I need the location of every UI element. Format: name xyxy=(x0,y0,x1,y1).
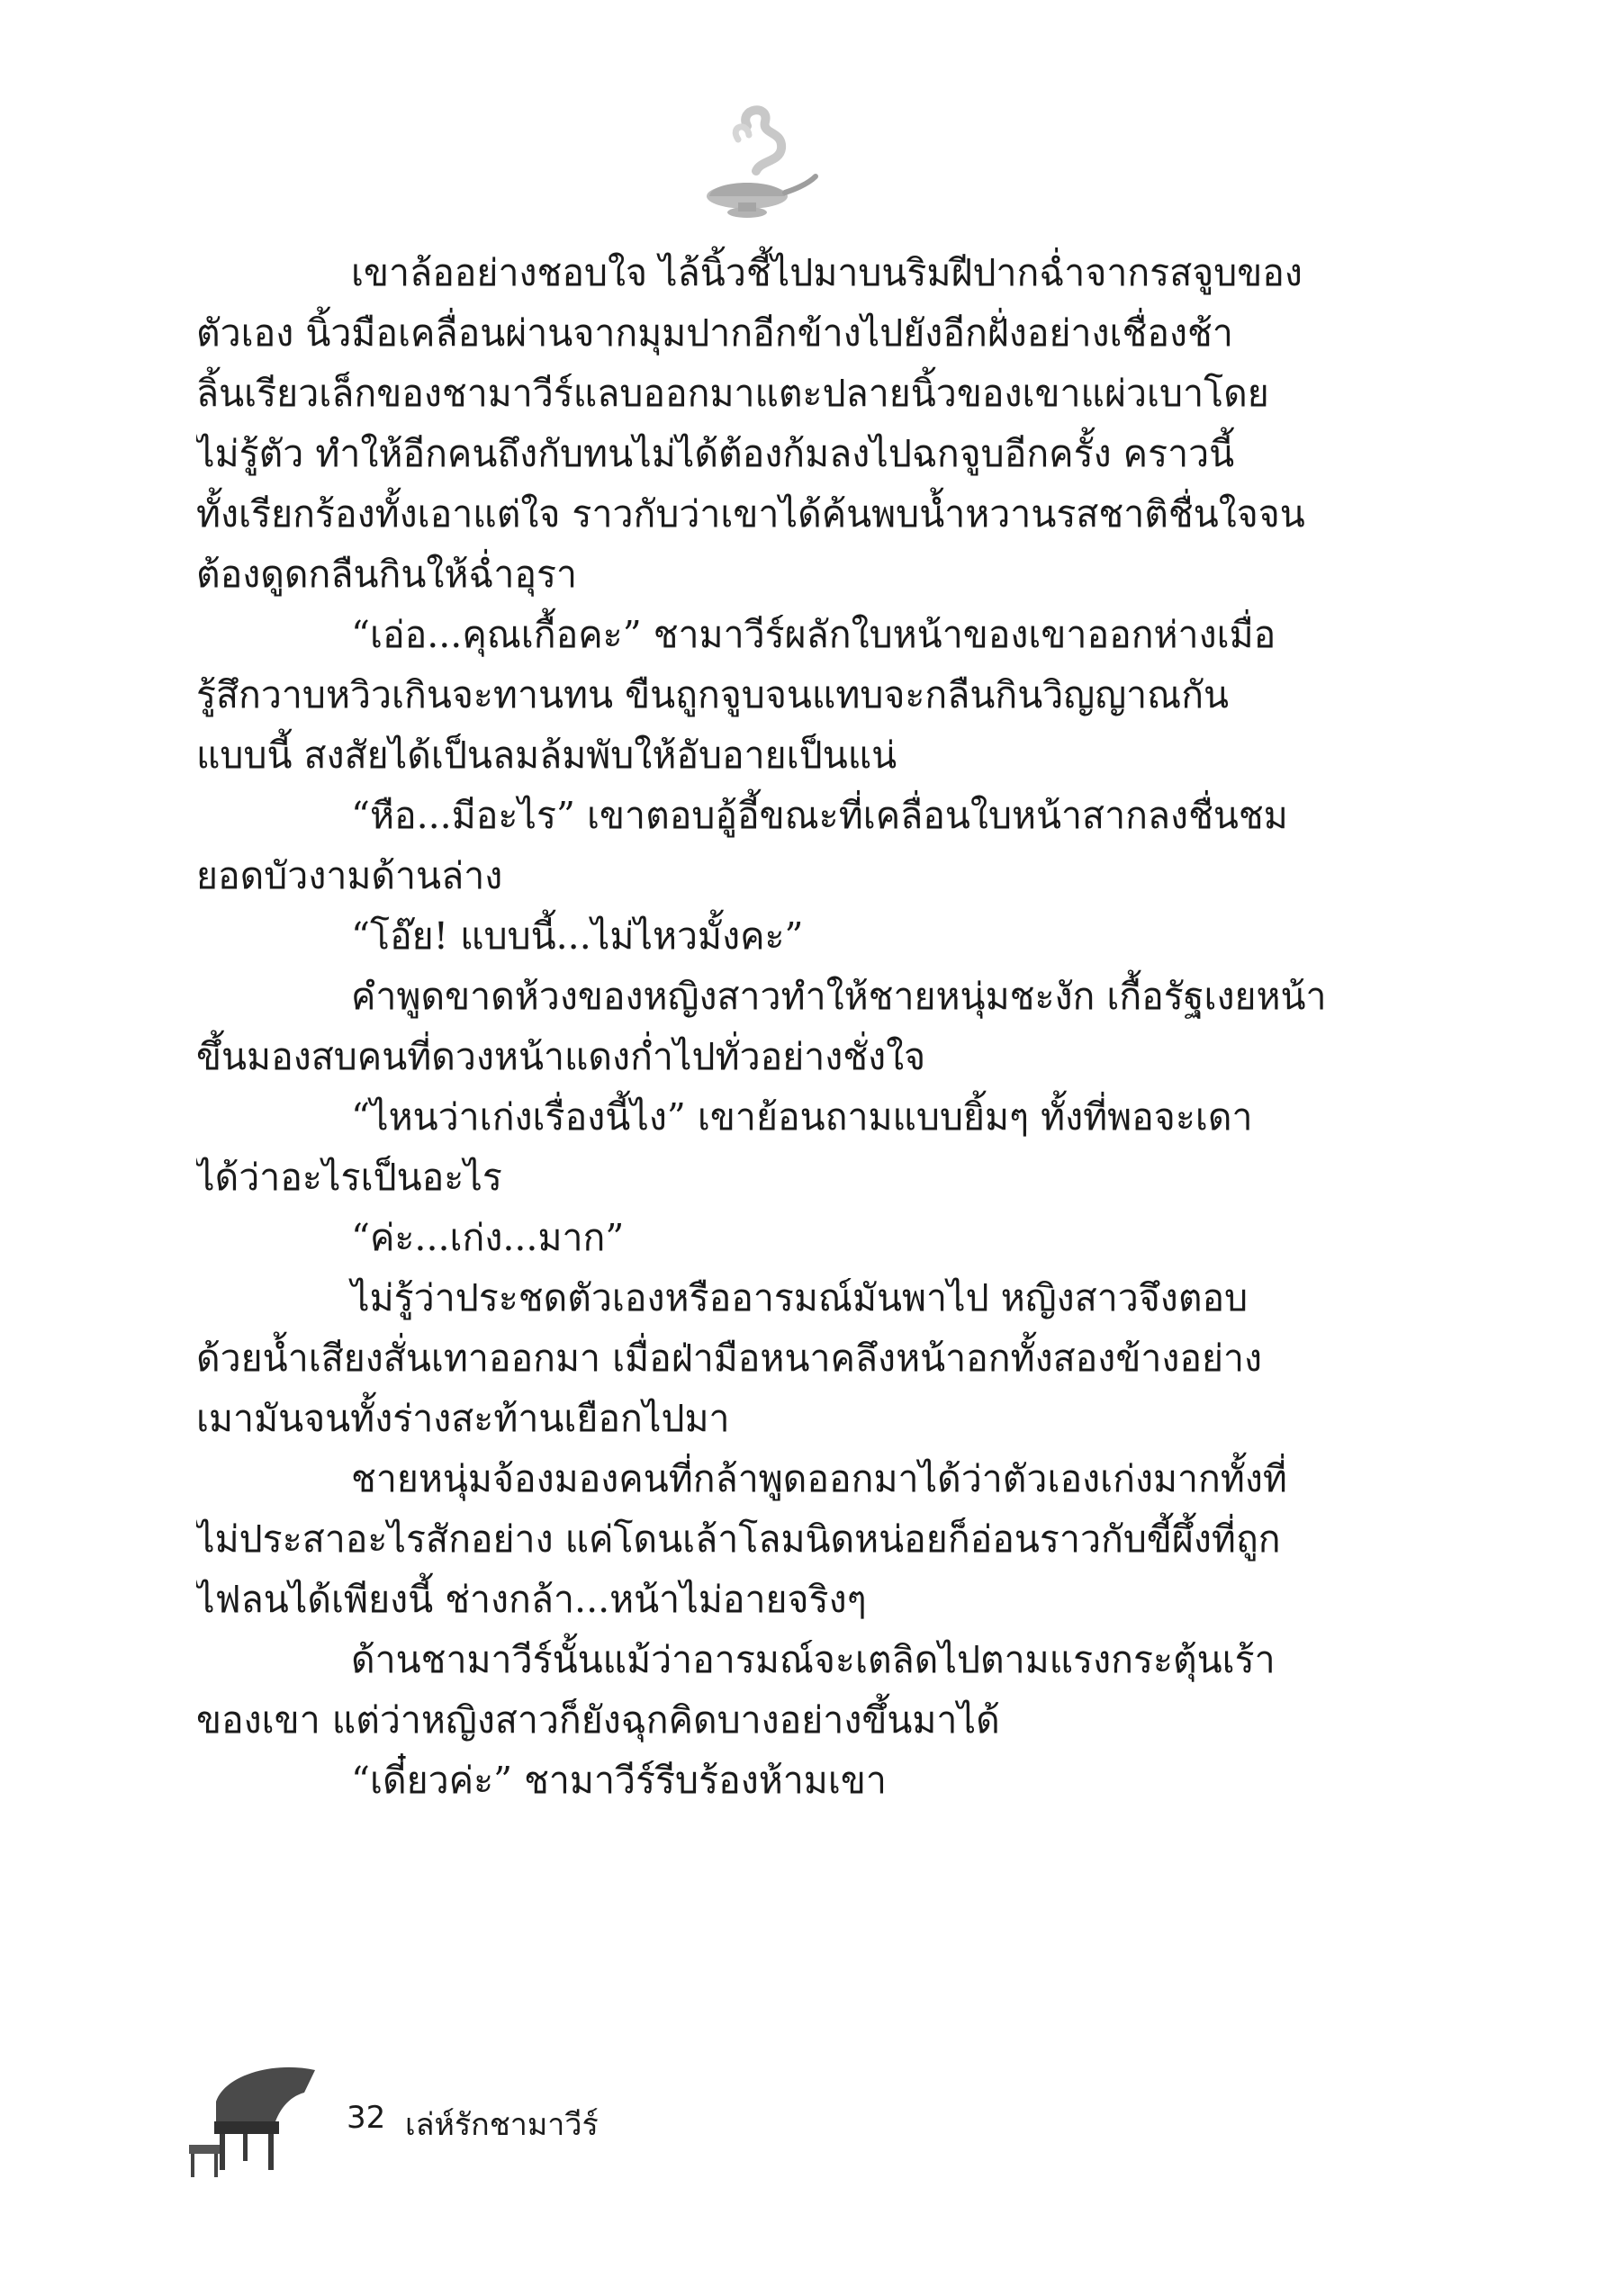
text-line: “หือ...มีอะไร” เขาตอบอู้อี้ขณะที่เคลื่อนใบหน้าสากลงชื่นชม xyxy=(351,794,1288,837)
text-line: ไม่ประสาอะไรสักอย่าง แค่โดนเล้าโลมนิดหน่อยก็อ่อนราวกับขี้ผึ้งที่ถูก xyxy=(196,1517,1281,1561)
text-line: ต้องดูดกลืนกินให้ฉ่ำอุรา xyxy=(196,553,578,596)
paragraph xyxy=(196,1268,1330,1449)
paragraph xyxy=(196,786,1330,906)
text-line: “โอ๊ย! แบบนี้...ไม่ไหวมั้งคะ” xyxy=(351,914,804,958)
paragraph xyxy=(196,1630,1330,1751)
grand-piano-icon xyxy=(189,2057,324,2183)
text-line: ไฟลนได้เพียงนี้ ช่างกล้า...หน้าไม่อายจริงๆ xyxy=(196,1578,867,1621)
text-line: ลิ้นเรียวเล็กของชามาวีร์แลบออกมาแตะปลายนิ้วของเขาแผ่วเบาโดย xyxy=(196,372,1269,415)
page-footer xyxy=(189,2057,729,2192)
page-number: 32 xyxy=(347,2100,386,2136)
text-line: ทั้งเรียกร้องทั้งเอาแต่ใจ ราวกับว่าเขาได้ค้นพบน้ำหวานรสชาติชื่นใจจน xyxy=(196,492,1305,536)
body-text xyxy=(196,243,1330,1811)
text-line: ด้านชามาวีร์นั้นแม้ว่าอารมณ์จะเตลิดไปตามแรงกระตุ้นเร้า xyxy=(351,1638,1276,1681)
text-line: ได้ว่าอะไรเป็นอะไร xyxy=(196,1156,502,1199)
paragraph xyxy=(196,1087,1330,1208)
book-title: เล่ห์รักชามาวีร์ xyxy=(405,2107,599,2143)
text-line: “ค่ะ...เก่ง...มาก” xyxy=(351,1216,625,1259)
text-line: ด้วยน้ำเสียงสั่นเทาออกมา เมื่อฝ่ามือหนาคลึงหน้าอกทั้งสองข้างอย่าง xyxy=(196,1337,1263,1380)
text-line: ของเขา แต่ว่าหญิงสาวก็ยังฉุกคิดบางอย่างขึ้นมาได้ xyxy=(196,1698,1000,1742)
genie-lamp-icon xyxy=(684,99,819,234)
paragraph xyxy=(196,967,1330,1087)
text-line: ตัวเอง นิ้วมือเคลื่อนผ่านจากมุมปากอีกข้างไปยังอีกฝั่งอย่างเชื่องช้า xyxy=(196,311,1233,355)
text-line: เขาล้ออย่างชอบใจ ไล้นิ้วชี้ไปมาบนริมฝีปากฉ่ำจากรสจูบของ xyxy=(351,251,1303,294)
text-line: “ไหนว่าเก่งเรื่องนี้ไง” เขาย้อนถามแบบยิ้มๆ ทั้งที่พอจะเดา xyxy=(351,1095,1253,1139)
text-line: เมามันจนทั้งร่างสะท้านเยือกไปมา xyxy=(196,1397,730,1440)
text-line: “เอ่อ...คุณเกื้อคะ” ชามาวีร์ผลักใบหน้าของเขาออกห่างเมื่อ xyxy=(351,613,1276,656)
text-line: ชายหนุ่มจ้องมองคนที่กล้าพูดออกมาได้ว่าตัวเองเก่งมากทั้งที่ xyxy=(351,1457,1287,1500)
paragraph xyxy=(196,243,1330,605)
text-line: ยอดบัวงามด้านล่าง xyxy=(196,854,503,897)
paragraph xyxy=(196,605,1330,786)
paragraph xyxy=(196,1751,1330,1811)
text-line: ขึ้นมองสบคนที่ดวงหน้าแดงก่ำไปทั่วอย่างชั่งใจ xyxy=(196,1035,926,1078)
paragraph xyxy=(196,1208,1330,1268)
paragraph xyxy=(196,906,1330,967)
text-line: “เดี๋ยวค่ะ” ชามาวีร์รีบร้องห้ามเขา xyxy=(351,1759,887,1802)
text-line: คำพูดขาดห้วงของหญิงสาวทำให้ชายหนุ่มชะงัก เกื้อรัฐเงยหน้า xyxy=(351,975,1327,1018)
text-line: แบบนี้ สงสัยได้เป็นลมล้มพับให้อับอายเป็นแน่ xyxy=(196,734,897,777)
text-line: ไม่รู้ตัว ทำให้อีกคนถึงกับทนไม่ได้ต้องก้มลงไปฉกจูบอีกครั้ง คราวนี้ xyxy=(196,432,1235,475)
text-line: ไม่รู้ว่าประชดตัวเองหรืออารมณ์มันพาไป หญิงสาวจึงตอบ xyxy=(351,1276,1249,1319)
text-line: รู้สึกวาบหวิวเกินจะทานทน ขืนถูกจูบจนแทบจะกลืนกินวิญญาณกัน xyxy=(196,673,1230,716)
paragraph xyxy=(196,1449,1330,1630)
